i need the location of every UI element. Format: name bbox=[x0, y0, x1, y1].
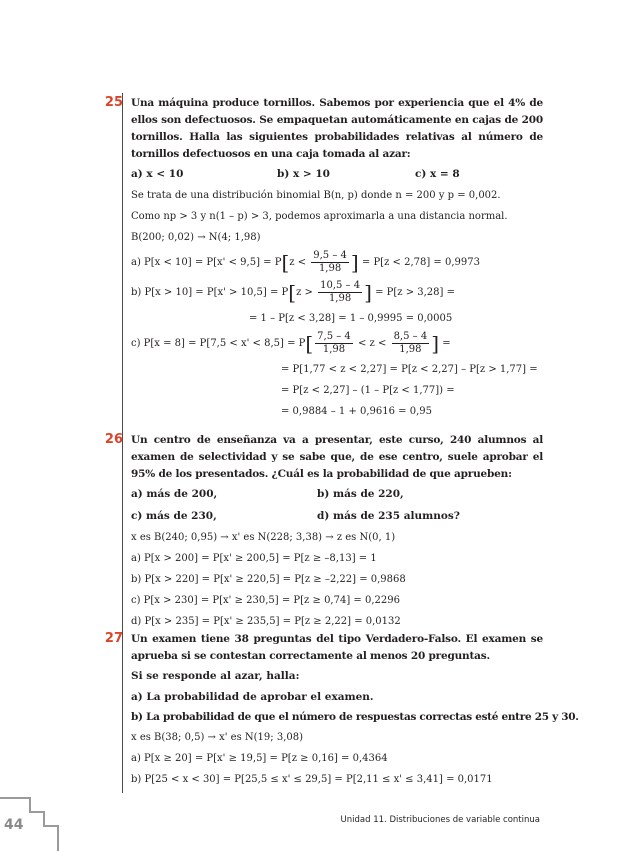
option-a: a) x < 10 bbox=[131, 168, 184, 180]
bracket: [ bbox=[288, 280, 297, 305]
answer-d: d) P[x > 235] = P[x' ≥ 235,5] = P[z ≥ 2,22] = 0,0132 bbox=[131, 616, 401, 627]
answer-a: a) P[x > 200] = P[x' ≥ 200,5] = P[z ≥ –8,13] = 1 bbox=[131, 553, 377, 564]
formula-text: < z < bbox=[357, 338, 387, 349]
answer-c-continued: = P[z < 2,27] – (1 – P[z < 1,77]) = bbox=[281, 385, 455, 396]
option-c: c) más de 230, bbox=[131, 510, 217, 522]
formula-text: b) P[x > 10] = P[x' > 10,5] = P bbox=[131, 287, 289, 298]
bracket: ] bbox=[350, 250, 359, 275]
options-row bbox=[131, 163, 543, 185]
solution-line: Se trata de una distribución binomial B(n, p) donde n = 200 y p = 0,002. bbox=[131, 190, 501, 201]
problem-subtitle: Si se responde al azar, halla: bbox=[131, 670, 300, 682]
bracket: ] bbox=[431, 331, 439, 356]
answer-b bbox=[131, 278, 543, 308]
problem-statement: Una máquina produce tornillos. Sabemos por experiencia que el 4% de ellos son defectuosos. Se empaquetan automáticamente en cajas de 200 tornillos. Halla las siguientes probabilidades relativas al número de tornillos defectuosos en una caja tomada al azar: bbox=[131, 97, 543, 160]
options-row bbox=[131, 483, 543, 505]
page-number: 44 bbox=[4, 817, 24, 833]
problem-26 bbox=[104, 432, 543, 632]
formula-text: = P[z > 3,28] = bbox=[375, 287, 455, 298]
problem-25 bbox=[104, 95, 543, 422]
solution-line: x es B(38; 0,5) → x' es N(19; 3,08) bbox=[131, 732, 303, 743]
formula-text: z > bbox=[296, 287, 313, 298]
option-d: d) más de 235 alumnos? bbox=[317, 510, 460, 522]
answer-b-continued: = 1 – P[z < 3,28] = 1 – 0,9995 = 0,0005 bbox=[249, 313, 453, 324]
formula-text: a) P[x < 10] = P[x' < 9,5] = P bbox=[131, 257, 282, 268]
answer-c: c) P[x > 230] = P[x' ≥ 230,5] = P[z ≥ 0,74] = 0,2296 bbox=[131, 595, 400, 606]
option-b: b) más de 220, bbox=[317, 488, 404, 500]
option-b: b) x > 10 bbox=[277, 168, 330, 180]
formula-text: c) P[x = 8] = P[7,5 < x' < 8,5] = P bbox=[131, 338, 306, 349]
formula-text: z < bbox=[289, 257, 307, 268]
bracket: ] bbox=[364, 280, 372, 305]
option-c: c) x = 8 bbox=[415, 168, 460, 180]
solution-line: Como np > 3 y n(1 – p) > 3, podemos aproximarla a una distancia normal. bbox=[131, 211, 508, 222]
answer-a: a) P[x ≥ 20] = P[x' ≥ 19,5] = P[z ≥ 0,16] = 0,4364 bbox=[131, 753, 388, 764]
problem-statement: Un centro de enseñanza va a presentar, este curso, 240 alumnos al examen de selectividad y se sabe que, de ese centro, suele aprobar el 95% de los presentados. ¿Cuál es la probabilidad de que aprueben: bbox=[131, 434, 543, 480]
bracket: [ bbox=[281, 250, 290, 275]
option-a: a) La probabilidad de aprobar el examen. bbox=[131, 691, 374, 703]
options-row bbox=[131, 505, 543, 527]
problem-number: 27 bbox=[104, 631, 123, 646]
fraction: $\frac{10,5 - 4}{1,98}$ bbox=[320, 280, 361, 304]
answer-a bbox=[131, 248, 543, 278]
unit-footer: Unidad 11. Distribuciones de variable continua bbox=[340, 815, 540, 825]
solution-line: B(200; 0,02) → N(4; 1,98) bbox=[131, 232, 261, 243]
answer-c-continued: = 0,9884 – 1 + 0,9616 = 0,95 bbox=[281, 406, 432, 417]
formula-text: = P[z < 2,78] = 0,9973 bbox=[361, 257, 480, 268]
problem-number: 26 bbox=[104, 432, 123, 447]
answer-c bbox=[131, 329, 543, 359]
solution-line: x es B(240; 0,95) → x' es N(228; 3,38) → z es N(0, 1) bbox=[131, 532, 396, 543]
answer-b: b) P[x > 220] = P[x' ≥ 220,5] = P[z ≥ –2,22] = 0,9868 bbox=[131, 574, 406, 585]
fraction: $\frac{7,5 - 4}{1,98}$ bbox=[317, 331, 351, 355]
answer-b: b) P[25 < x < 30] = P[25,5 ≤ x' ≤ 29,5] = P[2,11 ≤ x' ≤ 3,41] = 0,0171 bbox=[131, 774, 493, 785]
fraction: $\frac{9,5 - 4}{1,98}$ bbox=[313, 250, 347, 274]
option-a: a) más de 200, bbox=[131, 488, 218, 500]
problem-statement: Un examen tiene 38 preguntas del tipo Verdadero-Falso. El examen se aprueba si se contestan correctamente al menos 20 preguntas. bbox=[131, 633, 543, 662]
option-b: b) La probabilidad de que el número de respuestas correctas esté entre 25 y 30. bbox=[131, 711, 579, 723]
problem-number: 25 bbox=[104, 95, 123, 110]
bracket: [ bbox=[305, 331, 314, 356]
fraction: $\frac{8,5 - 4}{1,98}$ bbox=[393, 331, 428, 355]
formula-text: = bbox=[442, 338, 451, 349]
answer-c-continued: = P[1,77 < z < 2,27] = P[z < 2,27] – P[z > 1,77] = bbox=[281, 364, 538, 375]
problem-27 bbox=[104, 631, 579, 790]
